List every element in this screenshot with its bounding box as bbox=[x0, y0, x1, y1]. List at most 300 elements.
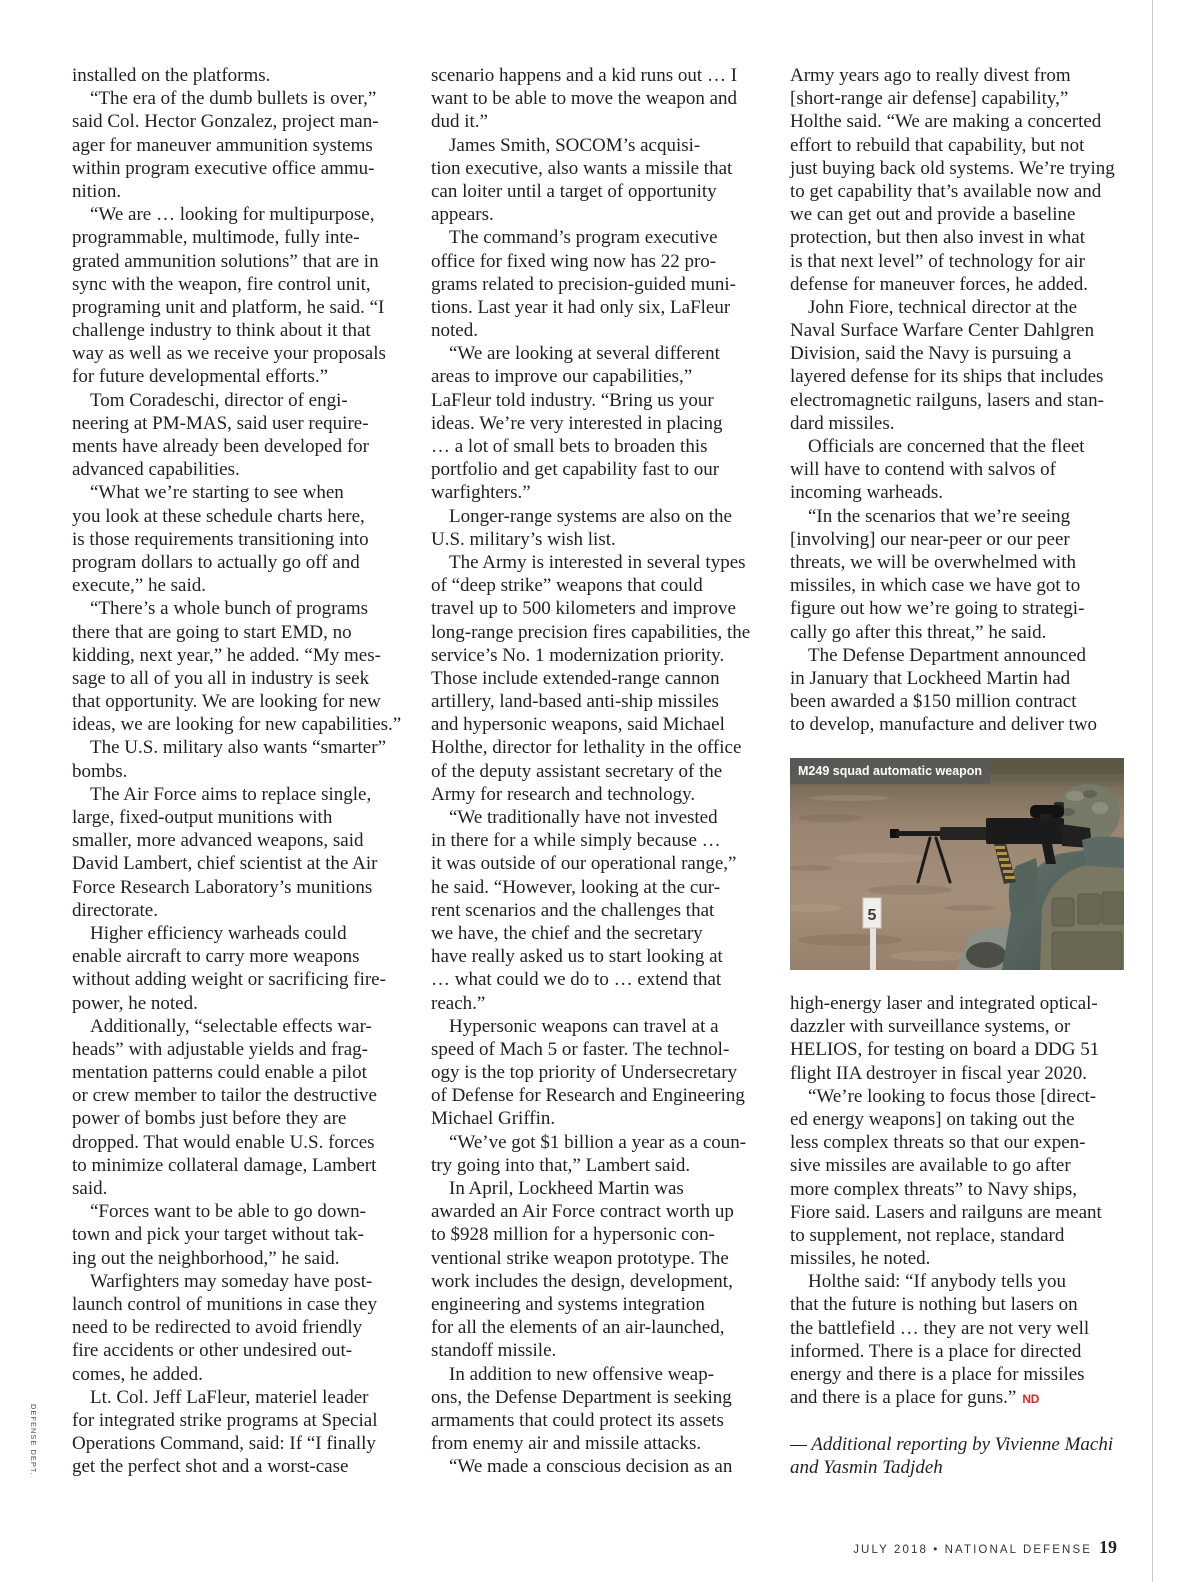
text-line-content: without adding weight or sacrificing fire- bbox=[72, 969, 386, 991]
paragraph bbox=[790, 296, 1125, 435]
text-line-content: want to be able to move the weapon and bbox=[431, 88, 738, 110]
text-line-content: dard missiles. bbox=[790, 412, 895, 434]
text-line bbox=[72, 1015, 407, 1038]
text-line bbox=[431, 87, 766, 110]
text-line bbox=[431, 412, 766, 435]
text-line bbox=[431, 690, 766, 713]
text-line bbox=[790, 365, 1125, 388]
text-line-content: large, fixed-output munitions with bbox=[72, 807, 333, 828]
paragraph bbox=[790, 992, 1125, 1085]
text-line bbox=[790, 1293, 1125, 1316]
text-line-content: dazzler with surveillance systems, or bbox=[790, 1016, 1071, 1038]
text-line-content: Fiore said. Lasers and railguns are meant bbox=[790, 1201, 1102, 1223]
text-line bbox=[431, 574, 766, 597]
text-line-content: ed energy weapons] on taking out the bbox=[790, 1108, 1075, 1130]
text-line bbox=[431, 852, 766, 875]
paragraph bbox=[431, 134, 766, 227]
text-line-content: “We are looking at several different bbox=[449, 343, 720, 365]
text-line bbox=[431, 1339, 766, 1362]
end-mark: ND bbox=[1022, 1392, 1040, 1407]
text-line-content: scenario happens and a kid runs out … I bbox=[431, 65, 738, 86]
text-line bbox=[72, 621, 407, 644]
text-line bbox=[72, 922, 407, 945]
text-line bbox=[790, 180, 1125, 203]
text-line bbox=[431, 1084, 766, 1107]
text-line-content: that opportunity. We are looking for new bbox=[72, 691, 381, 713]
photo-caption: M249 squad automatic weapon bbox=[790, 758, 990, 784]
text-line-content: “We’re looking to focus those [direct- bbox=[808, 1085, 1097, 1107]
text-line-content: to minimize collateral damage, Lambert bbox=[72, 1154, 377, 1176]
text-line bbox=[431, 667, 766, 690]
text-line bbox=[72, 1363, 407, 1386]
attribution-line bbox=[790, 1433, 1125, 1456]
text-line-content: office for fixed wing now has 22 pro- bbox=[431, 250, 717, 272]
attribution-text: and Yasmin Tadjdeh bbox=[790, 1456, 943, 1478]
text-line bbox=[790, 342, 1125, 365]
text-line-content: The Air Force aims to replace single, bbox=[90, 783, 372, 805]
text-line bbox=[790, 621, 1125, 644]
text-line-content: portfolio and get capability fast to our bbox=[431, 459, 720, 481]
text-line-content: tions. Last year it had only six, LaFleur bbox=[431, 296, 731, 318]
paragraph bbox=[431, 64, 766, 134]
text-line-content: of Defense for Research and Engineering bbox=[431, 1085, 745, 1107]
text-line bbox=[431, 1270, 766, 1293]
text-line-content: grams related to precision-guided muni- bbox=[431, 273, 736, 295]
text-line bbox=[72, 64, 407, 87]
photo-m249 bbox=[790, 758, 1124, 970]
text-line-content: … a lot of small bets to broaden this bbox=[431, 436, 708, 457]
text-line bbox=[72, 1432, 407, 1455]
text-line-content: Operations Command, said: If “I finally bbox=[72, 1433, 376, 1455]
soldier-shoulder bbox=[1082, 836, 1124, 868]
text-line bbox=[431, 1363, 766, 1386]
text-line bbox=[72, 736, 407, 759]
text-line-content: bombs. bbox=[72, 760, 128, 782]
text-line bbox=[72, 574, 407, 597]
text-line-content: there that are going to start EMD, no bbox=[72, 621, 352, 643]
text-line bbox=[72, 1247, 407, 1270]
text-line-content: kidding, next year,” he added. “My mes- bbox=[72, 644, 381, 666]
text-line-content: The Defense Department announced bbox=[808, 644, 1087, 666]
text-line bbox=[790, 1015, 1125, 1038]
text-line-content: to $928 million for a hypersonic con- bbox=[431, 1224, 715, 1246]
text-line-content: advanced capabilities. bbox=[72, 459, 240, 481]
text-line bbox=[72, 365, 407, 388]
text-line-content: Army years ago to really divest from bbox=[790, 65, 1071, 86]
text-line bbox=[72, 1339, 407, 1362]
text-line bbox=[431, 458, 766, 481]
text-line bbox=[790, 505, 1125, 528]
text-line-content: figure out how we’re going to strategi- bbox=[790, 598, 1085, 620]
text-line-content: comes, he added. bbox=[72, 1363, 203, 1385]
text-line bbox=[72, 458, 407, 481]
paragraph bbox=[431, 1177, 766, 1363]
text-line-content: and there is a place for guns.” bbox=[790, 1387, 1017, 1409]
paragraph bbox=[790, 1085, 1125, 1271]
text-line bbox=[790, 319, 1125, 342]
text-line-content: is that next level” of technology for air bbox=[790, 250, 1085, 272]
text-line-content: Division, said the Navy is pursuing a bbox=[790, 343, 1072, 365]
text-line bbox=[790, 713, 1125, 736]
text-line bbox=[72, 1200, 407, 1223]
text-line-content: cally go after this threat,” he said. bbox=[790, 621, 1047, 643]
column-3-top bbox=[790, 64, 1125, 736]
text-line bbox=[431, 110, 766, 133]
text-line bbox=[431, 180, 766, 203]
text-line-content: Those include extended-range cannon bbox=[431, 667, 720, 689]
text-line bbox=[72, 180, 407, 203]
text-line bbox=[790, 296, 1125, 319]
text-line-content: John Fiore, technical director at the bbox=[808, 296, 1078, 318]
text-line-content: U.S. military’s wish list. bbox=[431, 528, 616, 550]
text-line-content: need to be redirected to avoid friendly bbox=[72, 1317, 363, 1339]
text-line bbox=[790, 226, 1125, 249]
text-line bbox=[431, 760, 766, 783]
text-line-content: ager for maneuver ammunition systems bbox=[72, 134, 373, 156]
text-line bbox=[431, 203, 766, 226]
page-footer bbox=[853, 1537, 1117, 1558]
text-line-content: “We’ve got $1 billion a year as a coun- bbox=[449, 1131, 747, 1153]
paragraph bbox=[431, 1131, 766, 1177]
text-line-content: Naval Surface Warfare Center Dahlgren bbox=[790, 320, 1095, 342]
text-line bbox=[431, 1409, 766, 1432]
paragraph bbox=[431, 505, 766, 551]
text-line bbox=[790, 64, 1125, 87]
text-line-content: ing out the neighborhood,” he said. bbox=[72, 1247, 340, 1269]
text-line-content: Higher efficiency warheads could bbox=[90, 922, 347, 944]
text-line bbox=[790, 992, 1125, 1015]
text-line bbox=[431, 713, 766, 736]
text-line bbox=[72, 1270, 407, 1293]
text-line bbox=[72, 528, 407, 551]
text-line bbox=[790, 1363, 1125, 1386]
text-line-content: you look at these schedule charts here, bbox=[72, 505, 365, 527]
text-line-content: and hypersonic weapons, said Michael bbox=[431, 714, 725, 736]
text-line-content: for future developmental efforts.” bbox=[72, 366, 329, 388]
text-line-content: said Col. Hector Gonzalez, project man- bbox=[72, 111, 379, 133]
text-line-content: In addition to new offensive weap- bbox=[449, 1363, 715, 1385]
text-line-content: Michael Griffin. bbox=[431, 1108, 556, 1130]
text-line bbox=[790, 412, 1125, 435]
text-line bbox=[431, 1038, 766, 1061]
text-line bbox=[431, 64, 766, 87]
text-line-content: of the deputy assistant secretary of the bbox=[431, 760, 723, 782]
text-line-content: heads” with adjustable yields and frag- bbox=[72, 1038, 368, 1060]
text-line-content: less complex threats so that our expen- bbox=[790, 1132, 1086, 1154]
paragraph bbox=[72, 783, 407, 922]
paragraph bbox=[72, 597, 407, 736]
text-line bbox=[790, 1038, 1125, 1061]
text-line-content: Additionally, “selectable effects war- bbox=[90, 1015, 372, 1037]
text-line-content: it was outside of our operational range,” bbox=[431, 853, 737, 875]
text-line bbox=[72, 87, 407, 110]
text-line-content: “There’s a whole bunch of programs bbox=[90, 598, 369, 620]
text-line-content: “We are … looking for multipurpose, bbox=[90, 204, 375, 226]
page-number: 19 bbox=[1099, 1537, 1117, 1557]
text-line-content: [involving] our near-peer or our peer bbox=[790, 528, 1070, 550]
text-line-content: electromagnetic railguns, lasers and stan- bbox=[790, 389, 1104, 411]
text-line bbox=[72, 713, 407, 736]
section-tab: DEFENSE DEPT. bbox=[29, 1404, 38, 1476]
text-line-content: grated ammunition solutions” that are in bbox=[72, 250, 379, 272]
page-edge-rule bbox=[1152, 0, 1153, 1582]
text-line-content: launch control of munitions in case they bbox=[72, 1293, 377, 1315]
text-line bbox=[790, 528, 1125, 551]
text-line bbox=[431, 644, 766, 667]
text-line-content: missiles, in which case we have got to bbox=[790, 575, 1081, 597]
text-line-content: standoff missile. bbox=[431, 1340, 557, 1362]
text-line-content: … what could we do to … extend that bbox=[431, 969, 722, 991]
paragraph bbox=[72, 1200, 407, 1270]
text-line bbox=[790, 1224, 1125, 1247]
text-line bbox=[72, 783, 407, 806]
text-line bbox=[790, 667, 1125, 690]
text-line-content: travel up to 500 kilometers and improve bbox=[431, 598, 736, 620]
text-line bbox=[72, 597, 407, 620]
text-line bbox=[431, 1386, 766, 1409]
paragraph bbox=[72, 1015, 407, 1201]
text-line-content: The Army is interested in several types bbox=[449, 551, 746, 573]
paragraph bbox=[72, 64, 407, 87]
text-line-content: sage to all of you all in industry is seek bbox=[72, 667, 370, 689]
text-line bbox=[72, 852, 407, 875]
text-line-content: Officials are concerned that the fleet bbox=[808, 436, 1085, 457]
text-line bbox=[431, 899, 766, 922]
text-line bbox=[431, 505, 766, 528]
column-1 bbox=[72, 64, 407, 1478]
text-line bbox=[790, 273, 1125, 296]
text-line bbox=[72, 226, 407, 249]
paragraph bbox=[431, 1455, 766, 1478]
text-line bbox=[72, 250, 407, 273]
text-line bbox=[431, 597, 766, 620]
paragraph bbox=[72, 922, 407, 1015]
text-line-content: energy and there is a place for missiles bbox=[790, 1364, 1085, 1385]
text-line bbox=[72, 296, 407, 319]
text-line bbox=[72, 157, 407, 180]
text-line-content: get the perfect shot and a worst-case bbox=[72, 1456, 349, 1478]
stake-marker-label: 5 bbox=[867, 907, 877, 924]
text-line-content: incoming warheads. bbox=[790, 482, 944, 504]
text-line-content: the battlefield … they are not very well bbox=[790, 1317, 1090, 1339]
text-line bbox=[790, 644, 1125, 667]
text-line-content: layered defense for its ships that includes bbox=[790, 366, 1104, 388]
text-line bbox=[72, 389, 407, 412]
text-line-content: or crew member to tailor the destructive bbox=[72, 1085, 377, 1107]
text-line-content: The U.S. military also wants “smarter” bbox=[90, 737, 387, 759]
text-line-content: “What we’re starting to see when bbox=[90, 482, 344, 504]
text-line-content: we have, the chief and the secretary bbox=[431, 922, 703, 944]
text-line-content: to supplement, not replace, standard bbox=[790, 1224, 1065, 1246]
paragraph bbox=[431, 1015, 766, 1131]
text-line-content: David Lambert, chief scientist at the Air bbox=[72, 853, 378, 875]
paragraph bbox=[72, 87, 407, 203]
text-line bbox=[72, 505, 407, 528]
text-line bbox=[72, 273, 407, 296]
paragraph bbox=[431, 342, 766, 504]
text-line bbox=[431, 157, 766, 180]
text-line-content: reach.” bbox=[431, 992, 486, 1014]
text-line-content: he said. “However, looking at the cur- bbox=[431, 876, 721, 898]
text-line-content: The command’s program executive bbox=[449, 227, 718, 249]
text-line-content: ideas, we are looking for new capabilities.” bbox=[72, 714, 402, 736]
text-line bbox=[72, 551, 407, 574]
text-line bbox=[790, 574, 1125, 597]
paragraph bbox=[72, 481, 407, 597]
text-line bbox=[72, 1316, 407, 1339]
text-line bbox=[431, 1293, 766, 1316]
text-line-content: programing unit and platform, he said. “I bbox=[72, 296, 385, 318]
text-line-content: Army for research and technology. bbox=[431, 783, 696, 805]
text-line bbox=[72, 1084, 407, 1107]
text-line bbox=[790, 551, 1125, 574]
text-line-content: try going into that,” Lambert said. bbox=[431, 1154, 691, 1176]
text-line bbox=[72, 1455, 407, 1478]
text-line-content: for all the elements of an air-launched, bbox=[431, 1317, 725, 1339]
text-line bbox=[72, 760, 407, 783]
column-3-bottom bbox=[790, 992, 1125, 1409]
text-line-content: long-range precision fires capabilities, the bbox=[431, 621, 751, 643]
text-line bbox=[72, 968, 407, 991]
text-line bbox=[431, 968, 766, 991]
text-line bbox=[431, 1177, 766, 1200]
text-line bbox=[790, 481, 1125, 504]
text-line-content: “We traditionally have not invested bbox=[449, 807, 718, 828]
text-line bbox=[72, 342, 407, 365]
text-line bbox=[431, 806, 766, 829]
text-line bbox=[72, 1293, 407, 1316]
text-line-content: informed. There is a place for directed bbox=[790, 1340, 1082, 1362]
text-line bbox=[431, 1061, 766, 1084]
text-line bbox=[790, 1317, 1125, 1340]
text-line-content: rent scenarios and the challenges that bbox=[431, 899, 715, 921]
text-line bbox=[790, 1178, 1125, 1201]
paragraph bbox=[431, 551, 766, 806]
text-line-content: Hypersonic weapons can travel at a bbox=[449, 1015, 719, 1037]
text-line bbox=[790, 157, 1125, 180]
text-line-content: work includes the design, development, bbox=[431, 1270, 733, 1292]
text-line-content: James Smith, SOCOM’s acquisi- bbox=[449, 134, 701, 156]
text-line-content: in January that Lockheed Martin had bbox=[790, 667, 1071, 689]
text-line bbox=[431, 736, 766, 759]
text-line-content: threats, we will be overwhelmed with bbox=[790, 551, 1076, 573]
attribution-text: — Additional reporting by Vivienne Machi bbox=[790, 1433, 1114, 1455]
text-line-content: neering at PM-MAS, said user require- bbox=[72, 412, 369, 434]
text-line bbox=[431, 1455, 766, 1478]
text-line-content: directorate. bbox=[72, 899, 158, 921]
attribution-line bbox=[790, 1456, 1125, 1479]
paragraph bbox=[790, 64, 1125, 296]
text-line bbox=[431, 829, 766, 852]
text-line bbox=[431, 1247, 766, 1270]
text-line bbox=[790, 1340, 1125, 1363]
text-line bbox=[431, 435, 766, 458]
text-line-content: mentation patterns could enable a pilot bbox=[72, 1062, 367, 1084]
text-line bbox=[72, 829, 407, 852]
text-line-content: high-energy laser and integrated optical- bbox=[790, 993, 1098, 1014]
text-line bbox=[72, 110, 407, 133]
text-line bbox=[790, 389, 1125, 412]
text-line bbox=[431, 226, 766, 249]
text-line-content: challenge industry to think about it that bbox=[72, 320, 371, 342]
text-line-content: ventional strike weapon prototype. The bbox=[431, 1247, 729, 1269]
text-line bbox=[72, 1154, 407, 1177]
paragraph bbox=[790, 1270, 1125, 1409]
text-line-content: “We made a conscious decision as an bbox=[449, 1456, 733, 1478]
text-line-content: missiles, he noted. bbox=[790, 1248, 931, 1270]
text-line-content: from enemy air and missile attacks. bbox=[431, 1433, 702, 1455]
text-line-content: LaFleur told industry. “Bring us your bbox=[431, 389, 714, 411]
text-line-content: armaments that could protect its assets bbox=[431, 1409, 724, 1431]
text-line bbox=[431, 922, 766, 945]
text-line-content: nition. bbox=[72, 180, 122, 202]
text-line-content: protection, but then also invest in what bbox=[790, 227, 1085, 249]
text-line bbox=[431, 1154, 766, 1177]
text-line bbox=[790, 1131, 1125, 1154]
text-line-content: ons, the Defense Department is seeking bbox=[431, 1386, 732, 1408]
text-line bbox=[431, 250, 766, 273]
text-line bbox=[790, 1247, 1125, 1270]
text-line bbox=[790, 134, 1125, 157]
column-2 bbox=[431, 64, 766, 1478]
text-line-content: within program executive office ammu- bbox=[72, 157, 375, 179]
paragraph bbox=[431, 1363, 766, 1456]
text-line bbox=[72, 667, 407, 690]
text-line bbox=[72, 992, 407, 1015]
text-line bbox=[72, 1038, 407, 1061]
text-line bbox=[431, 342, 766, 365]
paragraph bbox=[72, 203, 407, 389]
text-line bbox=[790, 1154, 1125, 1177]
text-line-content: ideas. We’re very interested in placing bbox=[431, 412, 723, 434]
text-line-content: execute,” he said. bbox=[72, 575, 206, 597]
text-line-content: “The era of the dumb bullets is over,” bbox=[90, 88, 377, 110]
text-line-content: Force Research Laboratory’s munitions bbox=[72, 876, 373, 898]
text-line-content: program dollars to actually go off and bbox=[72, 551, 360, 573]
text-line bbox=[72, 435, 407, 458]
text-line bbox=[72, 319, 407, 342]
paragraph bbox=[72, 1386, 407, 1479]
text-line bbox=[790, 1201, 1125, 1224]
text-line bbox=[790, 1108, 1125, 1131]
text-line bbox=[790, 1085, 1125, 1108]
text-line-content: will have to contend with salvos of bbox=[790, 459, 1056, 481]
text-line-content: sive missiles are available to go after bbox=[790, 1155, 1071, 1177]
text-line bbox=[72, 1061, 407, 1084]
text-line-content: tion executive, also wants a missile that bbox=[431, 157, 733, 179]
text-line-content: that the future is nothing but lasers on bbox=[790, 1294, 1078, 1316]
text-line bbox=[431, 551, 766, 574]
text-line-content: in there for a while simply because … bbox=[431, 830, 721, 852]
text-line bbox=[790, 1386, 1125, 1409]
text-line-content: can loiter until a target of opportunity bbox=[431, 180, 717, 202]
paragraph bbox=[431, 806, 766, 1015]
paragraph bbox=[431, 226, 766, 342]
text-line bbox=[431, 319, 766, 342]
text-line bbox=[790, 458, 1125, 481]
text-line bbox=[431, 1107, 766, 1130]
text-line-content: effort to rebuild that capability, but not bbox=[790, 134, 1085, 156]
text-line-content: have really asked us to start looking at bbox=[431, 946, 723, 968]
text-line-content: to develop, manufacture and deliver two bbox=[790, 714, 1098, 736]
text-line-content: been awarded a $150 million contract bbox=[790, 691, 1077, 713]
text-line-content: In April, Lockheed Martin was bbox=[449, 1178, 684, 1199]
text-line-content: Longer-range systems are also on the bbox=[449, 505, 732, 527]
text-line bbox=[72, 203, 407, 226]
text-line bbox=[431, 481, 766, 504]
text-line bbox=[72, 1409, 407, 1432]
text-line bbox=[72, 644, 407, 667]
